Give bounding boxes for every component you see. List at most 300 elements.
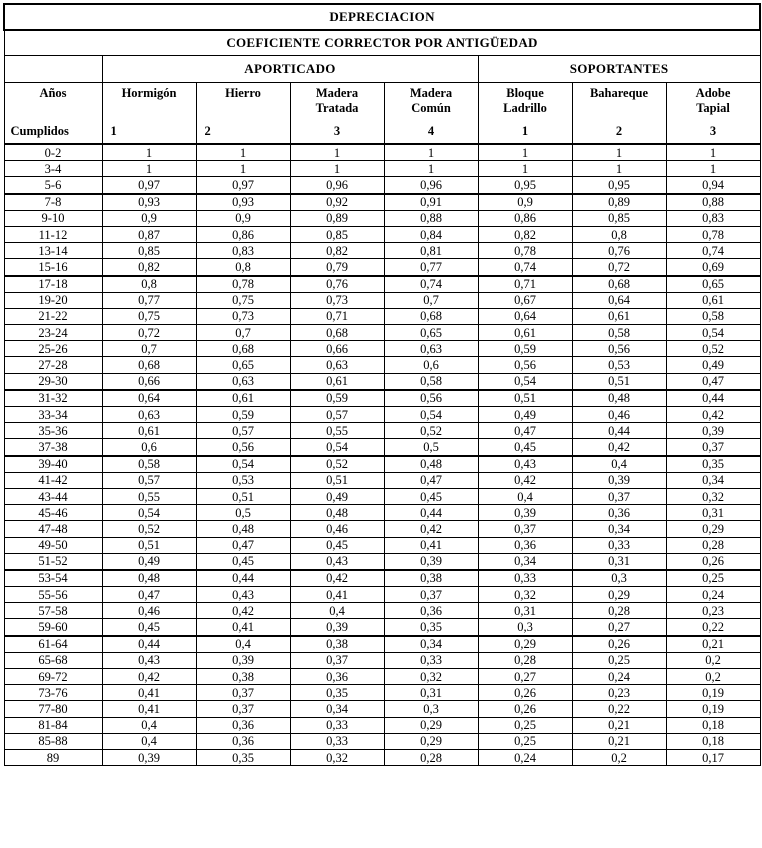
coefficient-cell: 0,45 <box>478 439 572 456</box>
coefficient-cell: 0,31 <box>666 505 760 521</box>
coefficient-cell: 0,64 <box>572 292 666 308</box>
coefficient-cell: 0,33 <box>290 717 384 733</box>
coefficient-cell: 0,2 <box>572 749 666 765</box>
coefficient-cell: 0,28 <box>666 537 760 553</box>
coefficient-cell: 0,18 <box>666 717 760 733</box>
coefficient-cell: 0,86 <box>478 210 572 226</box>
coefficient-cell: 0,61 <box>666 292 760 308</box>
header-number: 1 <box>110 124 117 138</box>
coefficient-cell: 0,84 <box>384 226 478 242</box>
coefficient-cell: 0,49 <box>290 488 384 504</box>
coefficient-cell: 0,44 <box>572 423 666 439</box>
years-cell: 13-14 <box>4 243 102 259</box>
header-name: Hormigón <box>121 86 177 100</box>
table-row <box>4 177 760 194</box>
coefficient-cell: 0,39 <box>478 505 572 521</box>
coefficient-cell: 0,29 <box>384 717 478 733</box>
coefficient-cell: 0,25 <box>572 652 666 668</box>
coefficient-cell: 0,35 <box>666 456 760 473</box>
coefficient-cell: 0,41 <box>384 537 478 553</box>
coefficient-cell: 0,4 <box>102 717 196 733</box>
coefficient-cell: 1 <box>196 144 290 161</box>
coefficient-cell: 0,4 <box>290 603 384 619</box>
coefficient-cell: 0,44 <box>666 390 760 407</box>
coefficient-cell: 0,41 <box>290 587 384 603</box>
table-row <box>4 537 760 553</box>
coefficient-cell: 0,37 <box>666 439 760 456</box>
coefficient-cell: 0,75 <box>102 308 196 324</box>
table-row <box>4 243 760 259</box>
coefficient-cell: 0,88 <box>384 210 478 226</box>
coefficient-cell: 0,31 <box>572 553 666 570</box>
years-cell: 61-64 <box>4 636 102 653</box>
table-row <box>4 161 760 177</box>
column-header-row <box>4 83 760 145</box>
coefficient-cell: 0,52 <box>384 423 478 439</box>
coefficient-cell: 0,69 <box>666 259 760 276</box>
years-cell: 35-36 <box>4 423 102 439</box>
coefficient-cell: 0,54 <box>384 407 478 423</box>
coefficient-cell: 0,26 <box>478 685 572 701</box>
coefficient-cell: 0,39 <box>102 749 196 765</box>
coefficient-cell: 0,56 <box>478 357 572 373</box>
coefficient-cell: 0,26 <box>478 701 572 717</box>
coefficient-cell: 0,32 <box>478 587 572 603</box>
coefficient-cell: 0,73 <box>196 308 290 324</box>
coefficient-cell: 0,36 <box>384 603 478 619</box>
coefficient-cell: 0,73 <box>290 292 384 308</box>
coefficient-cell: 0,43 <box>290 553 384 570</box>
coefficient-cell: 0,35 <box>384 619 478 636</box>
coefficient-cell: 0,47 <box>384 472 478 488</box>
header-hormigon <box>102 83 196 145</box>
years-cell: 19-20 <box>4 292 102 308</box>
coefficient-cell: 0,9 <box>196 210 290 226</box>
coefficient-cell: 0,48 <box>102 570 196 587</box>
coefficient-cell: 0,91 <box>384 194 478 211</box>
coefficient-cell: 0,29 <box>666 521 760 537</box>
coefficient-cell: 0,61 <box>196 390 290 407</box>
coefficient-cell: 0,89 <box>290 210 384 226</box>
header-number: 4 <box>427 124 435 138</box>
coefficient-cell: 0,6 <box>384 357 478 373</box>
coefficient-cell: 0,85 <box>290 226 384 242</box>
coefficient-cell: 0,19 <box>666 701 760 717</box>
coefficient-cell: 0,46 <box>102 603 196 619</box>
coefficient-cell: 0,25 <box>478 717 572 733</box>
years-cell: 41-42 <box>4 472 102 488</box>
coefficient-cell: 0,32 <box>666 488 760 504</box>
header-name: Adobe Tapial <box>695 86 731 115</box>
coefficient-cell: 0,26 <box>572 636 666 653</box>
coefficient-cell: 0,43 <box>102 652 196 668</box>
header-name: Bahareque <box>589 86 649 100</box>
years-cell: 81-84 <box>4 717 102 733</box>
years-cell: 39-40 <box>4 456 102 473</box>
coefficient-cell: 0,52 <box>102 521 196 537</box>
coefficient-cell: 0,37 <box>290 652 384 668</box>
years-cell: 11-12 <box>4 226 102 242</box>
table-row <box>4 325 760 341</box>
coefficient-cell: 0,68 <box>384 308 478 324</box>
coefficient-cell: 1 <box>478 161 572 177</box>
title-row <box>4 4 760 30</box>
coefficient-cell: 0,58 <box>572 325 666 341</box>
coefficient-cell: 0,97 <box>102 177 196 194</box>
coefficient-cell: 0,28 <box>572 603 666 619</box>
coefficient-cell: 0,97 <box>196 177 290 194</box>
coefficient-cell: 0,58 <box>384 373 478 390</box>
header-years-line1: Años <box>39 86 67 100</box>
coefficient-cell: 0,59 <box>290 390 384 407</box>
coefficient-cell: 0,61 <box>290 373 384 390</box>
coefficient-cell: 0,63 <box>384 341 478 357</box>
coefficient-cell: 0,45 <box>196 553 290 570</box>
coefficient-cell: 0,51 <box>290 472 384 488</box>
coefficient-cell: 0,31 <box>478 603 572 619</box>
coefficient-cell: 0,51 <box>478 390 572 407</box>
coefficient-cell: 0,33 <box>478 570 572 587</box>
coefficient-cell: 0,39 <box>666 423 760 439</box>
table-row <box>4 749 760 765</box>
coefficient-cell: 0,93 <box>102 194 196 211</box>
coefficient-cell: 0,36 <box>478 537 572 553</box>
coefficient-cell: 0,96 <box>290 177 384 194</box>
table-row <box>4 553 760 570</box>
coefficient-cell: 0,86 <box>196 226 290 242</box>
coefficient-cell: 0,49 <box>666 357 760 373</box>
coefficient-cell: 0,36 <box>196 717 290 733</box>
coefficient-cell: 0,41 <box>102 701 196 717</box>
years-cell: 53-54 <box>4 570 102 587</box>
coefficient-cell: 0,61 <box>478 325 572 341</box>
coefficient-cell: 0,63 <box>290 357 384 373</box>
coefficient-cell: 0,54 <box>290 439 384 456</box>
coefficient-cell: 0,9 <box>102 210 196 226</box>
coefficient-cell: 0,4 <box>196 636 290 653</box>
years-cell: 47-48 <box>4 521 102 537</box>
table-title: DEPRECIACION <box>4 4 760 30</box>
coefficient-cell: 0,38 <box>196 669 290 685</box>
coefficient-cell: 0,34 <box>290 701 384 717</box>
years-cell: 27-28 <box>4 357 102 373</box>
coefficient-cell: 0,9 <box>478 194 572 211</box>
coefficient-cell: 0,68 <box>102 357 196 373</box>
coefficient-cell: 0,64 <box>102 390 196 407</box>
table-row <box>4 341 760 357</box>
coefficient-cell: 0,19 <box>666 685 760 701</box>
coefficient-cell: 0,2 <box>666 669 760 685</box>
coefficient-cell: 0,47 <box>102 587 196 603</box>
header-number: 2 <box>615 124 623 138</box>
header-number: 3 <box>709 124 717 138</box>
years-cell: 33-34 <box>4 407 102 423</box>
coefficient-cell: 0,94 <box>666 177 760 194</box>
table-row <box>4 357 760 373</box>
coefficient-cell: 0,77 <box>102 292 196 308</box>
coefficient-cell: 0,87 <box>102 226 196 242</box>
coefficient-cell: 0,48 <box>572 390 666 407</box>
table-row <box>4 587 760 603</box>
coefficient-cell: 0,79 <box>290 259 384 276</box>
coefficient-cell: 0,29 <box>572 587 666 603</box>
coefficient-cell: 0,49 <box>478 407 572 423</box>
coefficient-cell: 0,41 <box>196 619 290 636</box>
depreciation-table <box>3 3 761 766</box>
coefficient-cell: 0,54 <box>196 456 290 473</box>
coefficient-cell: 0,95 <box>478 177 572 194</box>
coefficient-cell: 0,38 <box>384 570 478 587</box>
coefficient-cell: 0,37 <box>196 685 290 701</box>
coefficient-cell: 0,54 <box>666 325 760 341</box>
years-cell: 3-4 <box>4 161 102 177</box>
table-row <box>4 210 760 226</box>
group-aporticado: APORTICADO <box>102 56 478 83</box>
coefficient-cell: 1 <box>102 144 196 161</box>
header-bloque-ladrillo <box>478 83 572 145</box>
coefficient-cell: 1 <box>196 161 290 177</box>
coefficient-cell: 0,59 <box>478 341 572 357</box>
coefficient-cell: 0,44 <box>102 636 196 653</box>
coefficient-cell: 0,49 <box>102 553 196 570</box>
coefficient-cell: 0,71 <box>290 308 384 324</box>
coefficient-cell: 0,35 <box>290 685 384 701</box>
coefficient-cell: 0,4 <box>572 456 666 473</box>
header-number: 1 <box>521 124 529 138</box>
years-cell: 49-50 <box>4 537 102 553</box>
coefficient-cell: 0,39 <box>572 472 666 488</box>
coefficient-cell: 0,25 <box>478 733 572 749</box>
coefficient-cell: 0,42 <box>572 439 666 456</box>
coefficient-cell: 0,44 <box>196 570 290 587</box>
header-hierro <box>196 83 290 145</box>
coefficient-cell: 1 <box>572 161 666 177</box>
coefficient-cell: 0,88 <box>666 194 760 211</box>
table-row <box>4 407 760 423</box>
coefficient-cell: 0,7 <box>384 292 478 308</box>
years-cell: 29-30 <box>4 373 102 390</box>
header-years-line2: Cumplidos <box>10 124 69 138</box>
header-number: 2 <box>204 124 211 138</box>
coefficient-cell: 0,61 <box>102 423 196 439</box>
table-row <box>4 603 760 619</box>
coefficient-cell: 0,51 <box>102 537 196 553</box>
coefficient-cell: 0,26 <box>666 553 760 570</box>
coefficient-cell: 0,28 <box>478 652 572 668</box>
table-row <box>4 733 760 749</box>
coefficient-cell: 0,53 <box>572 357 666 373</box>
coefficient-cell: 0,33 <box>384 652 478 668</box>
coefficient-cell: 0,5 <box>196 505 290 521</box>
coefficient-cell: 0,3 <box>384 701 478 717</box>
coefficient-cell: 1 <box>478 144 572 161</box>
table-row <box>4 717 760 733</box>
coefficient-cell: 0,24 <box>666 587 760 603</box>
coefficient-cell: 0,56 <box>384 390 478 407</box>
coefficient-cell: 0,37 <box>384 587 478 603</box>
years-cell: 85-88 <box>4 733 102 749</box>
years-cell: 5-6 <box>4 177 102 194</box>
coefficient-cell: 0,67 <box>478 292 572 308</box>
coefficient-cell: 0,78 <box>196 276 290 293</box>
coefficient-cell: 0,36 <box>290 669 384 685</box>
coefficient-cell: 1 <box>666 161 760 177</box>
group-soportantes: SOPORTANTES <box>478 56 760 83</box>
coefficient-cell: 0,2 <box>666 652 760 668</box>
coefficient-cell: 0,36 <box>196 733 290 749</box>
coefficient-cell: 0,4 <box>478 488 572 504</box>
coefficient-cell: 0,8 <box>572 226 666 242</box>
coefficient-cell: 0,89 <box>572 194 666 211</box>
coefficient-cell: 0,8 <box>196 259 290 276</box>
coefficient-cell: 0,71 <box>478 276 572 293</box>
coefficient-cell: 0,3 <box>478 619 572 636</box>
coefficient-cell: 0,33 <box>290 733 384 749</box>
coefficient-cell: 1 <box>290 144 384 161</box>
years-cell: 15-16 <box>4 259 102 276</box>
coefficient-cell: 0,29 <box>384 733 478 749</box>
coefficient-cell: 0,68 <box>290 325 384 341</box>
coefficient-cell: 0,63 <box>102 407 196 423</box>
years-cell: 9-10 <box>4 210 102 226</box>
coefficient-cell: 1 <box>290 161 384 177</box>
coefficient-cell: 0,81 <box>384 243 478 259</box>
years-cell: 65-68 <box>4 652 102 668</box>
coefficient-cell: 0,78 <box>666 226 760 242</box>
coefficient-cell: 0,42 <box>478 472 572 488</box>
coefficient-cell: 0,25 <box>666 570 760 587</box>
coefficient-cell: 0,32 <box>384 669 478 685</box>
table-row <box>4 652 760 668</box>
group-empty-cell <box>4 56 102 83</box>
coefficient-cell: 0,76 <box>290 276 384 293</box>
years-cell: 77-80 <box>4 701 102 717</box>
coefficient-cell: 0,45 <box>384 488 478 504</box>
coefficient-cell: 0,77 <box>384 259 478 276</box>
coefficient-cell: 0,74 <box>384 276 478 293</box>
coefficient-cell: 0,22 <box>666 619 760 636</box>
coefficient-cell: 0,21 <box>666 636 760 653</box>
header-adobe-tapial <box>666 83 760 145</box>
coefficient-cell: 0,21 <box>572 733 666 749</box>
coefficient-cell: 0,47 <box>666 373 760 390</box>
coefficient-cell: 0,47 <box>478 423 572 439</box>
coefficient-cell: 0,18 <box>666 733 760 749</box>
coefficient-cell: 0,8 <box>102 276 196 293</box>
years-cell: 43-44 <box>4 488 102 504</box>
coefficient-cell: 0,74 <box>478 259 572 276</box>
coefficient-cell: 0,37 <box>196 701 290 717</box>
coefficient-cell: 1 <box>384 144 478 161</box>
header-name: Bloque Ladrillo <box>503 86 547 115</box>
coefficient-cell: 0,68 <box>572 276 666 293</box>
years-cell: 37-38 <box>4 439 102 456</box>
coefficient-cell: 0,42 <box>102 669 196 685</box>
coefficient-cell: 0,48 <box>290 505 384 521</box>
table-row <box>4 390 760 407</box>
coefficient-cell: 0,82 <box>290 243 384 259</box>
years-cell: 59-60 <box>4 619 102 636</box>
table-row <box>4 570 760 587</box>
coefficient-cell: 0,27 <box>572 619 666 636</box>
coefficient-cell: 0,7 <box>102 341 196 357</box>
coefficient-cell: 0,54 <box>478 373 572 390</box>
coefficient-cell: 0,52 <box>290 456 384 473</box>
table-row <box>4 456 760 473</box>
coefficient-cell: 0,47 <box>196 537 290 553</box>
table-row <box>4 472 760 488</box>
table-row <box>4 226 760 242</box>
years-cell: 21-22 <box>4 308 102 324</box>
header-bahareque <box>572 83 666 145</box>
coefficient-cell: 0,48 <box>384 456 478 473</box>
coefficient-cell: 0,53 <box>196 472 290 488</box>
coefficient-cell: 0,22 <box>572 701 666 717</box>
coefficient-cell: 0,43 <box>196 587 290 603</box>
coefficient-cell: 0,57 <box>290 407 384 423</box>
coefficient-cell: 0,42 <box>290 570 384 587</box>
coefficient-cell: 0,78 <box>478 243 572 259</box>
table-row <box>4 685 760 701</box>
coefficient-cell: 0,93 <box>196 194 290 211</box>
table-row <box>4 373 760 390</box>
table-row <box>4 276 760 293</box>
coefficient-cell: 0,75 <box>196 292 290 308</box>
table-row <box>4 308 760 324</box>
header-madera-tratada <box>290 83 384 145</box>
table-row <box>4 194 760 211</box>
header-name: Madera Común <box>409 86 453 115</box>
coefficient-cell: 0,36 <box>572 505 666 521</box>
years-cell: 57-58 <box>4 603 102 619</box>
coefficient-cell: 0,51 <box>196 488 290 504</box>
coefficient-cell: 0,74 <box>666 243 760 259</box>
coefficient-cell: 0,39 <box>384 553 478 570</box>
coefficient-cell: 0,58 <box>666 308 760 324</box>
header-madera-comun <box>384 83 478 145</box>
coefficient-cell: 0,65 <box>384 325 478 341</box>
coefficient-cell: 0,61 <box>572 308 666 324</box>
table-row <box>4 259 760 276</box>
table-row <box>4 701 760 717</box>
coefficient-cell: 0,83 <box>196 243 290 259</box>
coefficient-cell: 0,39 <box>196 652 290 668</box>
coefficient-cell: 1 <box>384 161 478 177</box>
table-row <box>4 439 760 456</box>
coefficient-cell: 0,72 <box>102 325 196 341</box>
coefficient-cell: 0,41 <box>102 685 196 701</box>
years-cell: 0-2 <box>4 144 102 161</box>
table-row <box>4 423 760 439</box>
coefficient-cell: 0,56 <box>572 341 666 357</box>
coefficient-cell: 0,58 <box>102 456 196 473</box>
coefficient-cell: 0,92 <box>290 194 384 211</box>
years-cell: 69-72 <box>4 669 102 685</box>
coefficient-cell: 0,7 <box>196 325 290 341</box>
coefficient-cell: 0,63 <box>196 373 290 390</box>
table-row <box>4 144 760 161</box>
coefficient-cell: 0,24 <box>478 749 572 765</box>
coefficient-cell: 0,72 <box>572 259 666 276</box>
coefficient-cell: 0,85 <box>572 210 666 226</box>
coefficient-cell: 0,96 <box>384 177 478 194</box>
depreciation-table-wrapper <box>3 3 759 766</box>
coefficient-cell: 0,17 <box>666 749 760 765</box>
years-cell: 89 <box>4 749 102 765</box>
coefficient-cell: 0,83 <box>666 210 760 226</box>
coefficient-cell: 0,85 <box>102 243 196 259</box>
coefficient-cell: 0,44 <box>384 505 478 521</box>
